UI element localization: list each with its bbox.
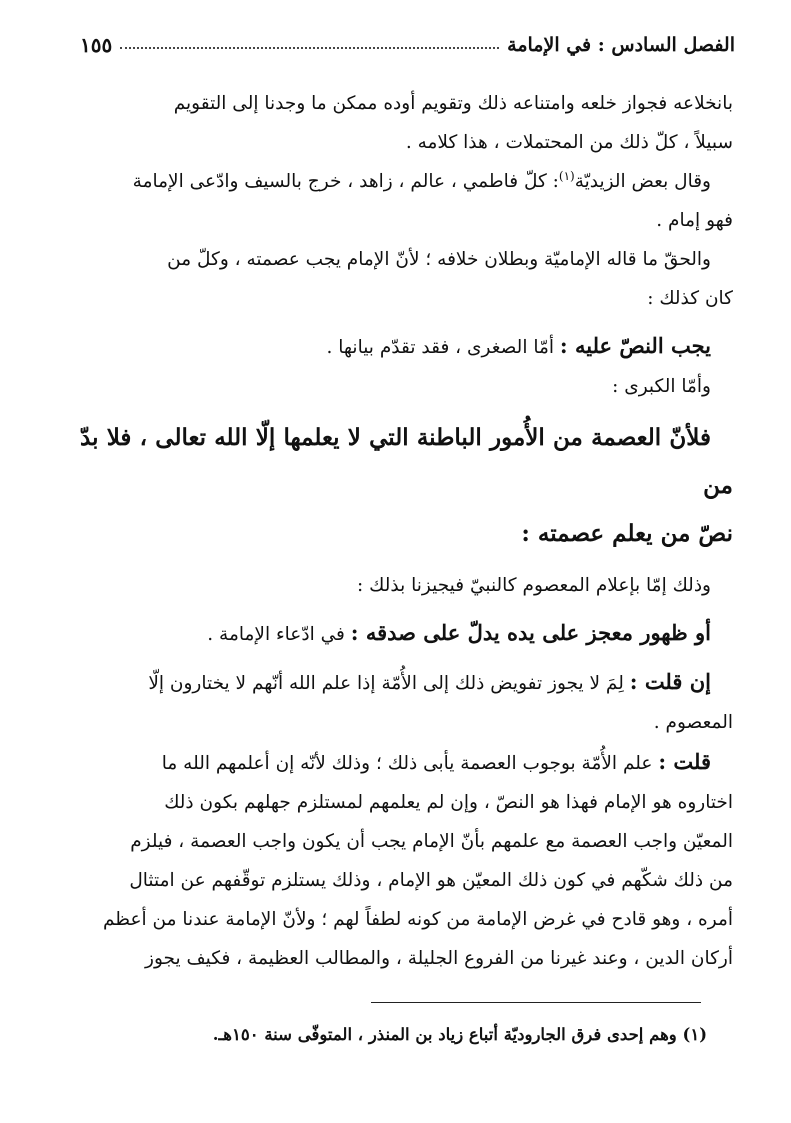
page-body bbox=[80, 84, 733, 978]
paragraph-line: اختاروه هو الإمام فهذا هو النصّ ، وإن لم يعلمهم لمستلزم جهلهم بكون ذلك bbox=[164, 792, 733, 813]
paragraph-miracle bbox=[80, 613, 733, 654]
bold-heading: يجب النصّ عليه : bbox=[559, 333, 711, 358]
footnote-marker: (١) bbox=[682, 1025, 707, 1044]
paragraph-line: من ذلك شكّهم في كون ذلك المعيّن هو الإمام ، وذلك يستلزم توقّفهم عن امتثال bbox=[129, 870, 733, 891]
paragraph-objection bbox=[80, 662, 733, 703]
header-dot-leader bbox=[120, 47, 499, 49]
paragraph-line: أمره ، وهو قادح في غرض الإمامة من كونه لطفاً لهم ؛ ولأنّ الإمامة عندنا من أعظم bbox=[103, 909, 733, 930]
paragraph-nass bbox=[80, 326, 733, 367]
text-run: : كلّ فاطمي ، عالم ، زاهد ، خرج بالسيف وادّعى الإمامة bbox=[132, 171, 559, 192]
paragraph-line: سبيلاً ، كلّ ذلك من المحتملات ، هذا كلامه . bbox=[405, 132, 733, 153]
bold-heading: قلت : bbox=[658, 749, 711, 774]
bold-heading: إن قلت : bbox=[629, 669, 711, 694]
page-number: ١٥٥ bbox=[80, 33, 113, 57]
bold-heading: أو ظهور معجز على يده يدلّ على صدقه : bbox=[350, 620, 711, 645]
paragraph-line: بانخلاعه فجواز خلعه وامتناعه ذلك وتقويم أوده ممكن ما وجدنا إلى التقويم bbox=[173, 93, 733, 114]
paragraph-line: أركان الدين ، وعند غيرنا من الفروع الجليلة ، والمطالب العظيمة ، فكيف يجوز bbox=[145, 948, 733, 969]
footnote-separator bbox=[371, 1002, 701, 1003]
paragraph-line: فهو إمام . bbox=[656, 210, 733, 231]
paragraph-line: وأمّا الكبرى : bbox=[612, 376, 711, 397]
bold-statement-line: نصّ من يعلم عصمته : bbox=[521, 520, 733, 547]
paragraph-line: المعيّن واجب العصمة مع علمهم بأنّ الإمام يجب أن يكون واجب العصمة ، فيلزم bbox=[130, 831, 733, 852]
paragraph-zaydiyya bbox=[80, 162, 733, 201]
text-run: في ادّعاء الإمامة . bbox=[207, 624, 351, 645]
paragraph-line: كان كذلك : bbox=[647, 288, 733, 309]
running-header bbox=[80, 30, 735, 60]
text-run: أمّا الصغرى ، فقد تقدّم بيانها . bbox=[326, 337, 560, 358]
paragraph-line: وذلك إمّا بإعلام المعصوم كالنبيّ فيجيزنا بذلك : bbox=[357, 575, 711, 596]
footnote-reference[interactable]: (١) bbox=[558, 168, 575, 183]
bold-statement-line: فلأنّ العصمة من الأُمور الباطنة التي لا يعلمها إلّا الله تعالى ، فلا بدّ من bbox=[80, 424, 733, 499]
paragraph-line: والحقّ ما قاله الإماميّة وبطلان خلافه ؛ لأنّ الإمام يجب عصمته ، وكلّ من bbox=[167, 249, 711, 270]
footnote bbox=[80, 1020, 707, 1050]
paragraph-line: المعصوم . bbox=[653, 712, 733, 733]
chapter-title: الفصل السادس : في الإمامة bbox=[507, 34, 735, 56]
footnote-text: وهم إحدى فرق الجاروديّة أتباع زياد بن المنذر ، المتوفّى سنة ١٥٠هـ. bbox=[212, 1025, 683, 1044]
text-run: لِمَ لا يجوز تفويض ذلك إلى الأُمّة إذا علم الله أنّهم لا يختارون إلّا bbox=[148, 673, 630, 694]
paragraph-reply bbox=[80, 742, 733, 783]
text-run: علم الأُمّة بوجوب العصمة يأبى ذلك ؛ وذلك لأنّه إن أعلمهم الله ما bbox=[161, 753, 659, 774]
text-run: وقال بعض الزيديّة bbox=[574, 171, 711, 192]
